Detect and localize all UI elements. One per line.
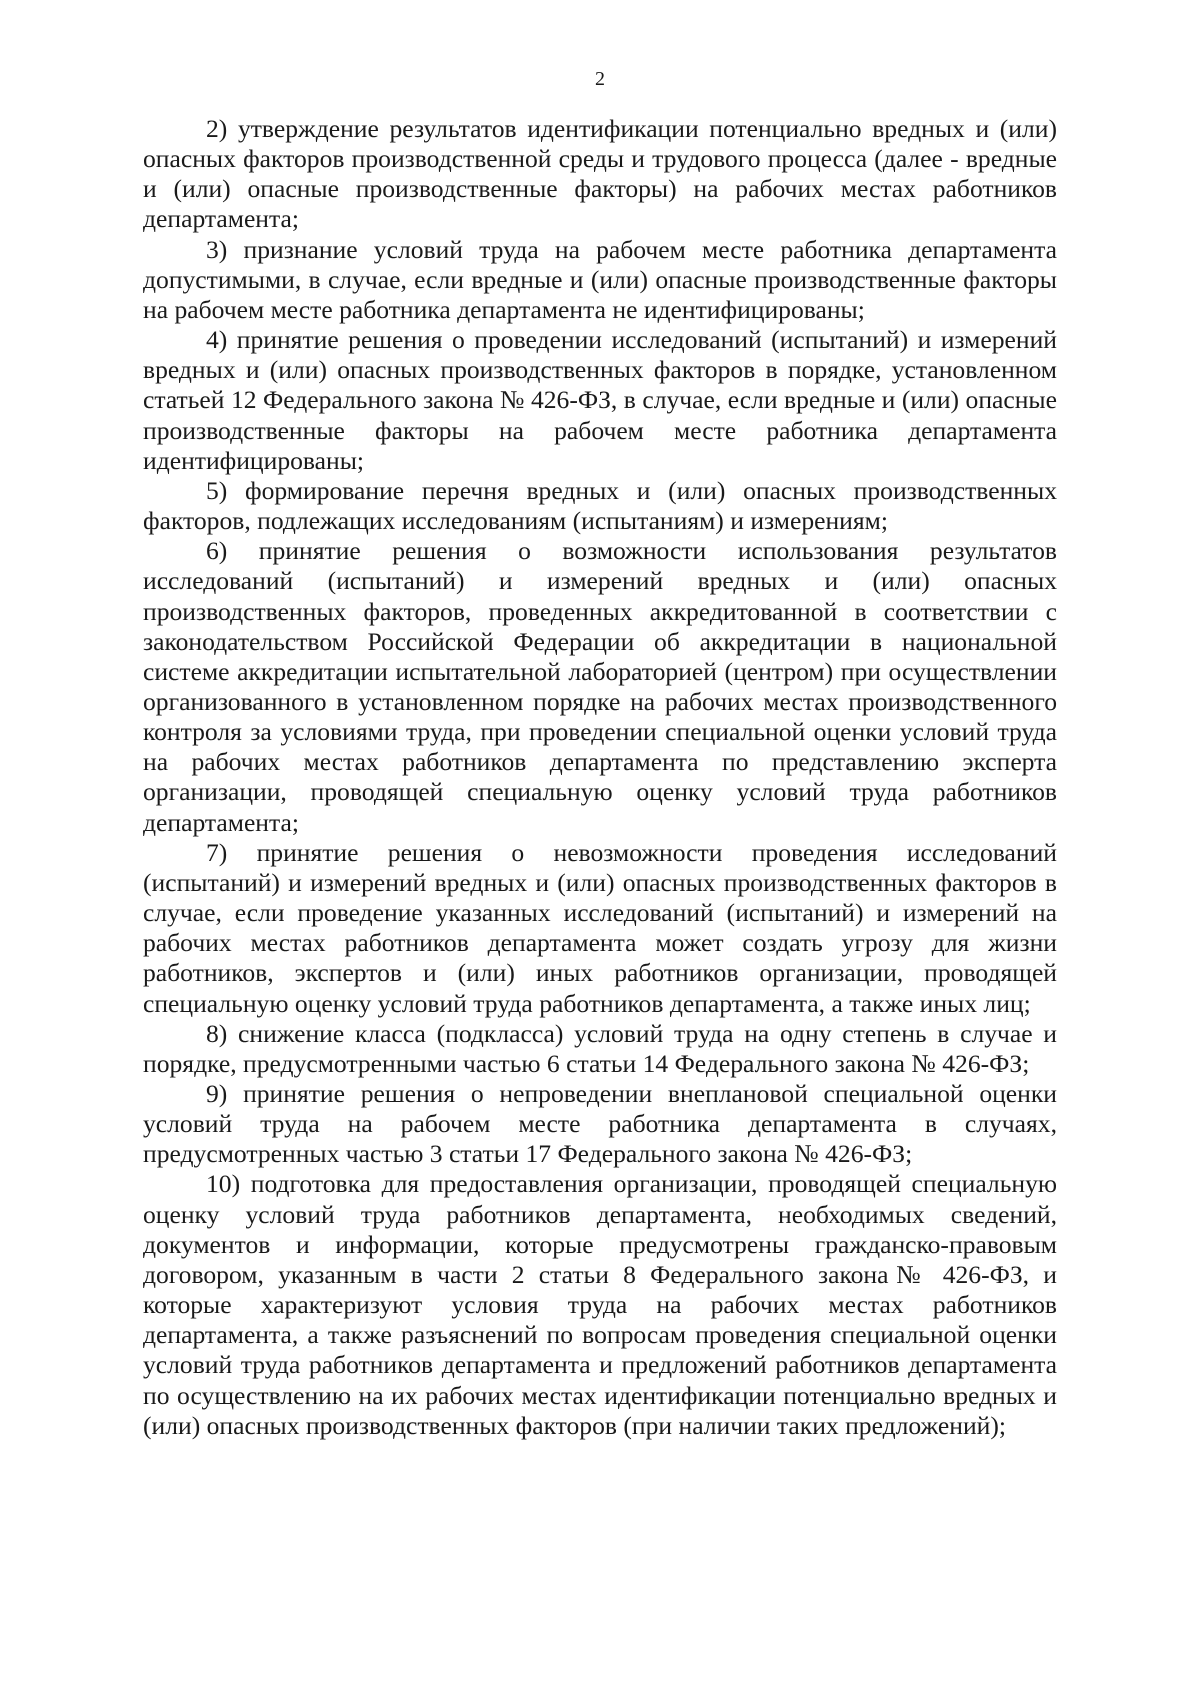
list-item-7: 7) принятие решения о невозможности проведения исследований (испытаний) и измерений вредных и (или) опасных производственных факторов в случае, если проведение указанных исследований (испытаний) и измерений на рабочих местах работников департамента может создать угрозу для жизни работников, экспертов и (или) иных работников организации, проводящей специальную оценку условий труда работников департамента, а также иных лиц; — [143, 837, 1057, 1018]
list-item-4: 4) принятие решения о проведении исследований (испытаний) и измерений вредных и (или) опасных производственных факторов в порядке, установленном статьей 12 Федерального закона № 426-ФЗ, в случае, если вредные и (или) опасные производственные факторы на рабочем месте работника департамента идентифицированы; — [143, 325, 1057, 475]
list-item-6: 6) принятие решения о возможности использования результатов исследований (испытаний) и измерений вредных и (или) опасных производственных факторов, проведенных аккредитованной в соответствии с законодательством Российской Федерации об аккредитации в национальной системе аккредитации испытательной лабораторией (центром) при осуществлении организованного в установленном порядке на рабочих местах производственного контроля за условиями труда, при проведении специальной оценки условий труда на рабочих местах работников департамента по представлению эксперта организации, проводящей специальную оценку условий труда работников департамента; — [143, 536, 1057, 837]
list-item-9: 9) принятие решения о непроведении внеплановой специальной оценки условий труда на рабочем месте работника департамента в случаях, предусмотренных частью 3 статьи 17 Федерального закона № 426-ФЗ; — [143, 1079, 1057, 1169]
list-item-10: 10) подготовка для предоставления организации, проводящей специальную оценку условий труда работников департамента, необходимых сведений, документов и информации, которые предусмотрены гражданско-правовым договором, указанным в части 2 статьи 8 Федерального закона№ 426-ФЗ, и которые характеризуют условия труда на рабочих местах работников департамента, а также разъяснений по вопросам проведения специальной оценки условий труда работников департамента и предложений работников департамента по осуществлению на их рабочих местах идентификации потенциально вредных и (или) опасных производственных факторов (при наличии таких предложений); — [143, 1169, 1057, 1440]
list-item-8: 8) снижение класса (подкласса) условий труда на одну степень в случае и порядке, предусмотренными частью 6 статьи 14 Федерального закона № 426-ФЗ; — [143, 1018, 1057, 1078]
list-item-3: 3) признание условий труда на рабочем месте работника департамента допустимыми, в случае, если вредные и (или) опасные производственные факторы на рабочем месте работника департамента не идентифицированы; — [143, 234, 1057, 324]
document-body — [143, 114, 1057, 1441]
list-item-2: 2) утверждение результатов идентификации потенциально вредных и (или) опасных факторов производственной среды и трудового процесса (далее - вредные и (или) опасные производственные факторы) на рабочих местах работников департамента; — [143, 114, 1057, 234]
page-number: 2 — [595, 68, 605, 90]
list-item-5: 5) формирование перечня вредных и (или) опасных производственных факторов, подлежащих исследованиям (испытаниям) и измерениям; — [143, 475, 1057, 536]
